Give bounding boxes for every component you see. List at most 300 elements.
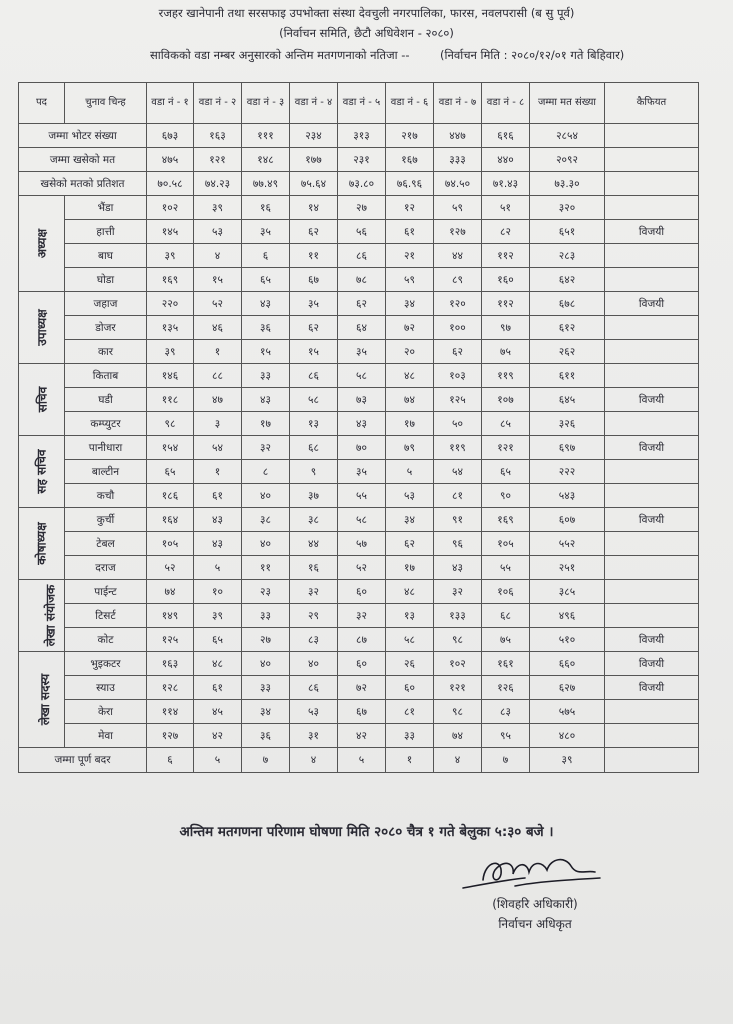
cell-total: ३९ xyxy=(530,748,605,773)
cell-value: १५ xyxy=(290,340,338,364)
cell-value: ६२ xyxy=(434,340,482,364)
cell-value: ३३ xyxy=(242,604,290,628)
cell-total: ३८५ xyxy=(530,580,605,604)
cell-value: ७०.५८ xyxy=(147,172,194,196)
header-ward-8: वडा नं - ८ xyxy=(482,83,530,124)
cell-value: ७५ xyxy=(482,628,530,652)
cell-value: २३ xyxy=(242,580,290,604)
cell-total: ५५२ xyxy=(530,532,605,556)
cell-value: २१ xyxy=(386,244,434,268)
cell-value: ३३३ xyxy=(434,148,482,172)
cell-value: २२० xyxy=(147,292,194,316)
cell-remark: विजयी xyxy=(605,436,699,460)
cell-value: १६४ xyxy=(147,508,194,532)
cell-value: ८५ xyxy=(482,412,530,436)
cell-value: ७७.४९ xyxy=(242,172,290,196)
cell-remark xyxy=(605,748,699,773)
cell-value: ३४ xyxy=(386,292,434,316)
cell-value: ४४ xyxy=(290,532,338,556)
cell-total: २५१ xyxy=(530,556,605,580)
table-row xyxy=(19,412,699,436)
cell-value: ३९ xyxy=(194,604,242,628)
symbol-name: कचौ xyxy=(65,484,147,508)
table-row xyxy=(19,460,699,484)
table-row xyxy=(19,604,699,628)
cell-value: १६० xyxy=(482,268,530,292)
cell-remark: विजयी xyxy=(605,676,699,700)
cell-value: १६ xyxy=(290,556,338,580)
header-post: पद xyxy=(19,83,65,124)
cell-value: ४६ xyxy=(194,316,242,340)
symbol-name: डोजर xyxy=(65,316,147,340)
cell-total: ३२० xyxy=(530,196,605,220)
cell-value: १७ xyxy=(386,412,434,436)
cell-total: ६१२ xyxy=(530,316,605,340)
cell-value: ६० xyxy=(338,580,386,604)
cell-remark xyxy=(605,124,699,148)
symbol-name: केरा xyxy=(65,700,147,724)
cell-total: ६९७ xyxy=(530,436,605,460)
cell-value: ११९ xyxy=(482,364,530,388)
symbol-name: हात्ती xyxy=(65,220,147,244)
cell-value: १०५ xyxy=(482,532,530,556)
symbol-name: बाघ xyxy=(65,244,147,268)
cell-value: ४४७ xyxy=(434,124,482,148)
cell-value: ८ xyxy=(242,460,290,484)
result-title: साविकको वडा नम्बर अनुसारको अन्तिम मतगणनाको नतिजा -- xyxy=(150,48,410,62)
symbol-name: कोट xyxy=(65,628,147,652)
cell-value: ६० xyxy=(386,676,434,700)
cell-value: ६२ xyxy=(338,292,386,316)
cell-value: २७ xyxy=(242,628,290,652)
cell-value: ३५ xyxy=(338,340,386,364)
post-name: सह सचिव xyxy=(35,449,49,494)
cell-total: ६४५ xyxy=(530,388,605,412)
cell-value: २६ xyxy=(386,652,434,676)
cell-remark xyxy=(605,148,699,172)
cell-total: ७३.३० xyxy=(530,172,605,196)
table-header-row xyxy=(19,83,699,124)
post-group grp xyxy=(19,580,65,652)
cell-value: ३९ xyxy=(147,340,194,364)
cell-value: ५ xyxy=(386,460,434,484)
cell-value: ९८ xyxy=(434,628,482,652)
cell-value: ३६ xyxy=(242,316,290,340)
cell-remark xyxy=(605,412,699,436)
cell-value: १३३ xyxy=(434,604,482,628)
cell-value: ५८ xyxy=(386,628,434,652)
cell-value: १०६ xyxy=(482,580,530,604)
cell-value: १११ xyxy=(242,124,290,148)
cell-remark xyxy=(605,580,699,604)
cell-value: ९ xyxy=(290,460,338,484)
symbol-name: घडी xyxy=(65,388,147,412)
post-name: लेखा सदस्य xyxy=(38,673,53,726)
cell-total: २८५४ xyxy=(530,124,605,148)
cell-value: ४ xyxy=(434,748,482,773)
cell-value: ८३ xyxy=(482,700,530,724)
cell-value: ८१ xyxy=(434,484,482,508)
symbol-name: पानीधारा xyxy=(65,436,147,460)
cell-total: ६६० xyxy=(530,652,605,676)
signer-post: निर्वाचन अधिकृत xyxy=(498,917,572,931)
summary-label: जम्मा भोटर संख्या xyxy=(19,124,147,148)
cell-value: ६५ xyxy=(147,460,194,484)
cell-value: १६ xyxy=(242,196,290,220)
post-group grp xyxy=(19,364,65,436)
cell-value: २७ xyxy=(338,196,386,220)
cell-value: ४३ xyxy=(434,556,482,580)
cell-value: १६१ xyxy=(482,652,530,676)
cell-value: ८८ xyxy=(194,364,242,388)
cell-value: ३१ xyxy=(290,724,338,748)
cell-value: ६ xyxy=(147,748,194,773)
symbol-name: पाईन्ट xyxy=(65,580,147,604)
symbol-name: जहाज xyxy=(65,292,147,316)
cell-value: ५४ xyxy=(194,436,242,460)
cell-total: ४९६ xyxy=(530,604,605,628)
cell-remark xyxy=(605,556,699,580)
cell-value: ४३ xyxy=(338,412,386,436)
cell-value: ४५ xyxy=(194,700,242,724)
cell-value: ४० xyxy=(290,652,338,676)
table-row xyxy=(19,508,699,532)
header-symbol: चुनाव चिन्ह xyxy=(65,83,147,124)
summary-label: जम्मा खसेको मत xyxy=(19,148,147,172)
cell-value: ५८ xyxy=(338,364,386,388)
cell-total: ५४३ xyxy=(530,484,605,508)
cell-value: १२१ xyxy=(482,436,530,460)
cell-value: १२ xyxy=(386,196,434,220)
header-total: जम्मा मत संख्या xyxy=(530,83,605,124)
cell-total: ६२७ xyxy=(530,676,605,700)
cell-value: ८७ xyxy=(338,628,386,652)
cell-value: ३३ xyxy=(242,364,290,388)
table-row xyxy=(19,388,699,412)
table-row xyxy=(19,628,699,652)
header-ward-5: वडा नं - ५ xyxy=(338,83,386,124)
cell-value: १०५ xyxy=(147,532,194,556)
cell-remark xyxy=(605,364,699,388)
cell-value: ५८ xyxy=(290,388,338,412)
post-name: अध्यक्ष xyxy=(35,228,49,259)
cell-value: २० xyxy=(386,340,434,364)
cell-value: ७८ xyxy=(338,268,386,292)
cell-total: २८३ xyxy=(530,244,605,268)
cell-remark xyxy=(605,604,699,628)
table-row xyxy=(19,268,699,292)
cell-remark xyxy=(605,484,699,508)
cell-remark xyxy=(605,268,699,292)
cell-value: ११८ xyxy=(147,388,194,412)
cell-value: २३४ xyxy=(290,124,338,148)
symbol-name: घोडा xyxy=(65,268,147,292)
header-ward-2: वडा नं - २ xyxy=(194,83,242,124)
symbol-name: किताब xyxy=(65,364,147,388)
cell-value: ११ xyxy=(290,244,338,268)
cell-value: ५३ xyxy=(290,700,338,724)
header-ward-6: वडा नं - ६ xyxy=(386,83,434,124)
cell-remark: विजयी xyxy=(605,508,699,532)
cell-remark xyxy=(605,460,699,484)
cell-value: १२७ xyxy=(147,724,194,748)
header-ward-3: वडा नं - ३ xyxy=(242,83,290,124)
cell-value: ३३ xyxy=(386,724,434,748)
signer-name: (शिवहरि अधिकारी) xyxy=(492,897,578,911)
cell-value: ४३ xyxy=(194,508,242,532)
cell-value: ६२ xyxy=(386,532,434,556)
symbol-name: टेबल xyxy=(65,532,147,556)
cell-value: ४ xyxy=(194,244,242,268)
cell-value: १ xyxy=(194,340,242,364)
cell-value: ५५ xyxy=(338,484,386,508)
post-name: लेखा संयोजक xyxy=(43,584,58,647)
cell-value: ३९ xyxy=(147,244,194,268)
cell-value: ३५ xyxy=(242,220,290,244)
table-row xyxy=(19,532,699,556)
table-row xyxy=(19,700,699,724)
cell-value: ४७५ xyxy=(147,148,194,172)
cell-value: ६५ xyxy=(242,268,290,292)
cell-value: १५४ xyxy=(147,436,194,460)
cell-value: ७६.९६ xyxy=(386,172,434,196)
invalid-label: जम्मा पूर्ण बदर xyxy=(19,748,147,773)
cell-value: ८२ xyxy=(482,220,530,244)
cell-value: ५५ xyxy=(482,556,530,580)
cell-value: ६७ xyxy=(338,700,386,724)
cell-total: ६११ xyxy=(530,364,605,388)
cell-value: १२१ xyxy=(434,676,482,700)
cell-value: ७९ xyxy=(386,436,434,460)
committee-title: (निर्वाचन समिति, छैटौ अधिवेशन - २०८०) xyxy=(279,26,454,40)
cell-value: ८६ xyxy=(290,676,338,700)
symbol-name: भुइकटर xyxy=(65,652,147,676)
cell-value: ८३ xyxy=(290,628,338,652)
cell-value: १४६ xyxy=(147,364,194,388)
cell-remark: विजयी xyxy=(605,292,699,316)
cell-value: ९० xyxy=(482,484,530,508)
cell-value: १ xyxy=(386,748,434,773)
cell-value: १७ xyxy=(242,412,290,436)
table-row xyxy=(19,676,699,700)
cell-remark: विजयी xyxy=(605,652,699,676)
cell-value: १२५ xyxy=(434,388,482,412)
table-row xyxy=(19,724,699,748)
summary-label: खसेको मतको प्रतिशत xyxy=(19,172,147,196)
cell-value: ४७ xyxy=(194,388,242,412)
cell-value: ७५.६४ xyxy=(290,172,338,196)
table-row xyxy=(19,340,699,364)
post-group grp xyxy=(19,508,65,580)
symbol-name: स्याउ xyxy=(65,676,147,700)
cell-value: १५ xyxy=(242,340,290,364)
header-ward-1: वडा नं - १ xyxy=(147,83,194,124)
cell-value: ९६ xyxy=(434,532,482,556)
cell-value: ११४ xyxy=(147,700,194,724)
cell-value: ३२ xyxy=(338,604,386,628)
results-table xyxy=(18,82,699,773)
post-group grp xyxy=(19,652,65,748)
cell-value: ६१६ xyxy=(482,124,530,148)
summary-row xyxy=(19,124,699,148)
symbol-name: कम्प्युटर xyxy=(65,412,147,436)
cell-value: ९८ xyxy=(434,700,482,724)
cell-value: ५ xyxy=(338,748,386,773)
cell-value: ९८ xyxy=(147,412,194,436)
cell-total: ५७५ xyxy=(530,700,605,724)
table-row xyxy=(19,364,699,388)
cell-value: १४५ xyxy=(147,220,194,244)
post-group grp xyxy=(19,196,65,292)
cell-value: ६१ xyxy=(194,676,242,700)
cell-value: ५२ xyxy=(194,292,242,316)
cell-value: ९१ xyxy=(434,508,482,532)
cell-value: ५ xyxy=(194,748,242,773)
cell-value: ३८ xyxy=(290,508,338,532)
table-row xyxy=(19,484,699,508)
cell-value: १० xyxy=(194,580,242,604)
cell-total: ४८० xyxy=(530,724,605,748)
cell-value: ११९ xyxy=(434,436,482,460)
cell-value: १०२ xyxy=(147,196,194,220)
cell-value: १३ xyxy=(290,412,338,436)
cell-value: ८६ xyxy=(290,364,338,388)
cell-value: १३ xyxy=(386,604,434,628)
cell-remark xyxy=(605,340,699,364)
cell-value: १०२ xyxy=(434,652,482,676)
cell-total: ६४२ xyxy=(530,268,605,292)
cell-value: ७२ xyxy=(338,676,386,700)
cell-value: ४२ xyxy=(194,724,242,748)
cell-value: १३५ xyxy=(147,316,194,340)
cell-value: ६२ xyxy=(290,316,338,340)
cell-remark xyxy=(605,196,699,220)
cell-value: ७५ xyxy=(482,340,530,364)
cell-value: ९५ xyxy=(482,724,530,748)
cell-value: २३१ xyxy=(338,148,386,172)
cell-value: ५७ xyxy=(338,532,386,556)
cell-value: १८६ xyxy=(147,484,194,508)
cell-value: १६३ xyxy=(194,124,242,148)
cell-value: १२७ xyxy=(434,220,482,244)
cell-value: ५१ xyxy=(482,196,530,220)
post-name: उपाध्यक्ष xyxy=(34,309,49,346)
post-group grp xyxy=(19,436,65,508)
cell-value: २९ xyxy=(290,604,338,628)
cell-value: ७४ xyxy=(434,724,482,748)
table-row xyxy=(19,196,699,220)
cell-value: ३५ xyxy=(290,292,338,316)
cell-remark xyxy=(605,244,699,268)
cell-value: ३२ xyxy=(434,580,482,604)
cell-value: ७२ xyxy=(386,316,434,340)
cell-total: ५१० xyxy=(530,628,605,652)
cell-value: १६३ xyxy=(147,652,194,676)
summary-row xyxy=(19,148,699,172)
announcement: अन्तिम मतगणना परिणाम घोषणा मिति २०८० चैत्र १ गते बेलुका ५:३० बजे । xyxy=(179,824,554,840)
symbol-name: भैंडा xyxy=(65,196,147,220)
cell-value: १२१ xyxy=(194,148,242,172)
cell-value: ३४ xyxy=(242,700,290,724)
cell-value: ७४ xyxy=(386,388,434,412)
cell-value: ५२ xyxy=(147,556,194,580)
cell-value: ३८ xyxy=(242,508,290,532)
cell-value: ६१ xyxy=(386,220,434,244)
cell-value: १०७ xyxy=(482,388,530,412)
cell-value: ३७ xyxy=(290,484,338,508)
cell-remark xyxy=(605,532,699,556)
cell-value: ८६ xyxy=(338,244,386,268)
cell-value: ७४.२३ xyxy=(194,172,242,196)
cell-value: ५३ xyxy=(194,220,242,244)
cell-value: ६५ xyxy=(482,460,530,484)
post-name: सचिव xyxy=(34,386,49,413)
cell-value: ३४ xyxy=(386,508,434,532)
cell-value: ८९ xyxy=(434,268,482,292)
table-row xyxy=(19,556,699,580)
cell-value: ५ xyxy=(194,556,242,580)
cell-total: २२२ xyxy=(530,460,605,484)
cell-value: ७३.८० xyxy=(338,172,386,196)
cell-value: ८१ xyxy=(386,700,434,724)
cell-value: ५० xyxy=(434,412,482,436)
cell-value: १६९ xyxy=(147,268,194,292)
table-row xyxy=(19,316,699,340)
cell-value: ३५ xyxy=(338,460,386,484)
cell-value: ७३ xyxy=(338,388,386,412)
cell-value: ४० xyxy=(242,652,290,676)
cell-value: ३२ xyxy=(290,580,338,604)
cell-value: ७ xyxy=(482,748,530,773)
cell-value: ६५ xyxy=(194,628,242,652)
cell-value: १४ xyxy=(290,196,338,220)
symbol-name: टिसर्ट xyxy=(65,604,147,628)
cell-value: ५९ xyxy=(434,196,482,220)
header-ward-7: वडा नं - ७ xyxy=(434,83,482,124)
cell-value: ४४० xyxy=(482,148,530,172)
symbol-name: बाल्टीन xyxy=(65,460,147,484)
signature xyxy=(455,850,605,898)
header-ward-4: वडा नं - ४ xyxy=(290,83,338,124)
cell-value: १ xyxy=(194,460,242,484)
cell-value: ६० xyxy=(338,652,386,676)
table-row xyxy=(19,244,699,268)
symbol-name: दराज xyxy=(65,556,147,580)
cell-value: ९७ xyxy=(482,316,530,340)
cell-remark: विजयी xyxy=(605,628,699,652)
invalid-row xyxy=(19,748,699,773)
cell-value: १०३ xyxy=(434,364,482,388)
cell-value: ४८ xyxy=(386,580,434,604)
cell-value: २१७ xyxy=(386,124,434,148)
post-name: कोषाध्यक्ष xyxy=(34,522,49,565)
cell-value: १४९ xyxy=(147,604,194,628)
cell-value: १४८ xyxy=(242,148,290,172)
cell-value: १०० xyxy=(434,316,482,340)
cell-value: ६ xyxy=(242,244,290,268)
cell-value: ४३ xyxy=(242,388,290,412)
cell-value: ३ xyxy=(194,412,242,436)
table-row xyxy=(19,580,699,604)
cell-value: ६७३ xyxy=(147,124,194,148)
cell-total: ६७८ xyxy=(530,292,605,316)
cell-value: ७ xyxy=(242,748,290,773)
symbol-name: कुर्ची xyxy=(65,508,147,532)
cell-value: ४० xyxy=(242,484,290,508)
table-row xyxy=(19,436,699,460)
cell-value: १६७ xyxy=(386,148,434,172)
header-remarks: कैफियत xyxy=(605,83,699,124)
